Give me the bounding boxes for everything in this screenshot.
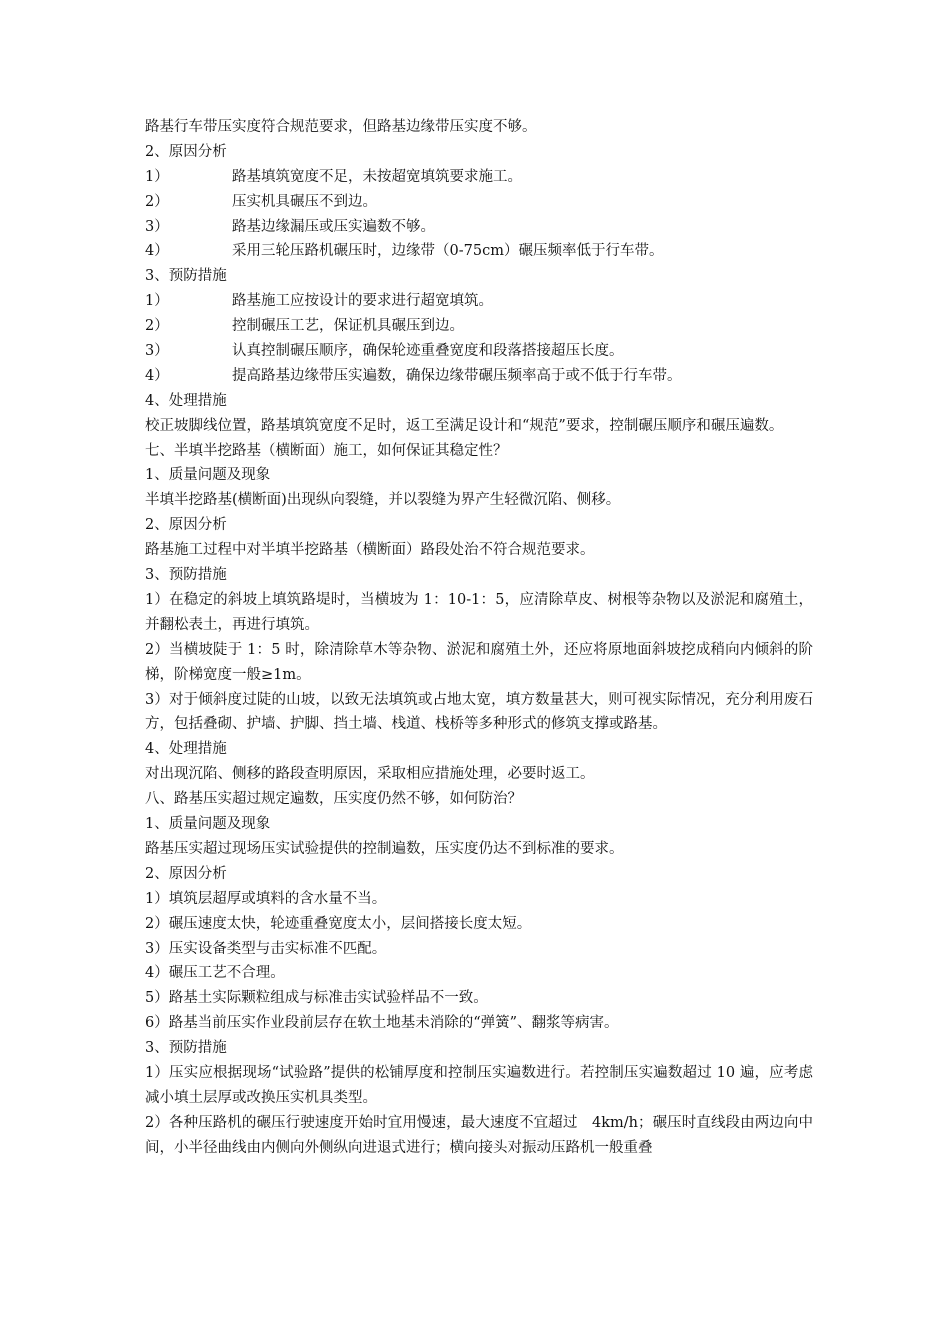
paragraph: 1）压实应根据现场“试验路”提供的松铺厚度和控制压实遍数进行。若控制压实遍数超过 10 遍，应考虑减小填土层厚或改换压实机具类型。 <box>145 1064 813 1106</box>
text-line: 路基行车带压实度符合规范要求，但路基边缘带压实度不够。 <box>145 119 537 135</box>
item-text: 路基施工应按设计的要求进行超宽填筑。 <box>232 293 493 310</box>
section-heading: 2、原因分析 <box>145 865 227 882</box>
item-text: 路基边缘漏压或压实遍数不够。 <box>232 218 435 235</box>
document-body <box>145 115 813 1161</box>
item-text: 控制碾压工艺，保证机具碾压到边。 <box>232 318 464 335</box>
item-number: 2） <box>145 193 169 210</box>
text-line: 路基压实超过现场压实试验提供的控制遍数，压实度仍达不到标准的要求。 <box>145 840 624 857</box>
numbered-item <box>145 165 813 190</box>
numbered-item <box>145 215 813 240</box>
text-line: 路基施工过程中对半填半挖路基（横断面）路段处治不符合规范要求。 <box>145 542 595 559</box>
paragraph: 校正坡脚线位置，路基填筑宽度不足时，返工至满足设计和“规范”要求，控制碾压顺序和碾压遍数。 <box>145 417 784 434</box>
item-number: 4） <box>145 243 169 260</box>
item-number: 2） <box>145 318 169 335</box>
numbered-item <box>145 314 813 339</box>
text-line: 半填半挖路基(横断面)出现纵向裂缝，并以裂缝为界产生轻微沉陷、侧移。 <box>145 492 621 509</box>
section-heading: 3、预防措施 <box>145 268 227 285</box>
numbered-item <box>145 339 813 364</box>
item-text: 认真控制碾压顺序，确保轮迹重叠宽度和段落搭接超压长度。 <box>232 343 624 360</box>
paragraph: 3）对于倾斜度过陡的山坡，以致无法填筑或占地太宽，填方数量甚大，则可视实际情况，充分利用废石方，包括叠砌、护墙、护脚、挡土墙、栈道、栈桥等多种形式的修筑支撑或路基。 <box>145 691 813 733</box>
item-text: 采用三轮压路机碾压时，边缘带（0-75cm）碾压频率低于行车带。 <box>232 243 664 260</box>
numbered-item <box>145 239 813 264</box>
text-line: 4）碾压工艺不合理。 <box>145 965 285 982</box>
chapter-heading: 八、路基压实超过规定遍数，压实度仍然不够，如何防治？ <box>145 791 522 808</box>
section-heading: 3、预防措施 <box>145 567 227 584</box>
text-line: 3）压实设备类型与击实标准不匹配。 <box>145 940 387 957</box>
item-number: 1） <box>145 168 169 185</box>
section-heading: 1、质量问题及现象 <box>145 467 271 484</box>
numbered-item <box>145 364 813 389</box>
section-heading: 1、质量问题及现象 <box>145 816 271 833</box>
text-line: 1）填筑层超厚或填料的含水量不当。 <box>145 890 387 907</box>
text-line: 6）路基当前压实作业段前层存在软土地基未消除的“弹簧”、翻浆等病害。 <box>145 1015 619 1032</box>
item-number: 3） <box>145 343 169 360</box>
section-heading: 4、处理措施 <box>145 392 227 409</box>
item-number: 4） <box>145 367 169 384</box>
item-text: 路基填筑宽度不足，未按超宽填筑要求施工。 <box>232 168 522 185</box>
paragraph: 2）当横坡陡于 1：5 时，除清除草木等杂物、淤泥和腐殖土外，还应将原地面斜坡挖成稍向内倾斜的阶梯，阶梯宽度一般≥1m。 <box>145 641 813 683</box>
text-line: 2）碾压速度太快，轮迹重叠宽度太小，层间搭接长度太短。 <box>145 915 532 932</box>
item-number: 3） <box>145 218 169 235</box>
item-text: 提高路基边缘带压实遍数，确保边缘带碾压频率高于或不低于行车带。 <box>232 367 682 384</box>
paragraph: 2）各种压路机的碾压行驶速度开始时宜用慢速，最大速度不宜超过 4km/h；碾压时直线段由两边向中间，小半径曲线由内侧向外侧纵向进退式进行；横向接头对振动压路机一般重叠 <box>145 1114 813 1156</box>
item-number: 1） <box>145 293 169 310</box>
text-line: 5）路基土实际颗粒组成与标准击实试验样品不一致。 <box>145 990 488 1007</box>
numbered-item <box>145 190 813 215</box>
text-line: 对出现沉陷、侧移的路段查明原因，采取相应措施处理，必要时返工。 <box>145 766 595 783</box>
numbered-item <box>145 289 813 314</box>
section-heading: 3、预防措施 <box>145 1040 227 1057</box>
chapter-heading: 七、半填半挖路基（横断面）施工，如何保证其稳定性？ <box>145 442 508 459</box>
item-text: 压实机具碾压不到边。 <box>232 193 377 210</box>
section-heading: 2、原因分析 <box>145 517 227 534</box>
paragraph: 1）在稳定的斜坡上填筑路堤时，当横坡为 1：10-1：5，应清除草皮、树根等杂物以及淤泥和腐殖土，并翻松表土，再进行填筑。 <box>145 591 813 633</box>
section-heading: 4、处理措施 <box>145 741 227 758</box>
section-heading: 2、原因分析 <box>145 143 227 160</box>
